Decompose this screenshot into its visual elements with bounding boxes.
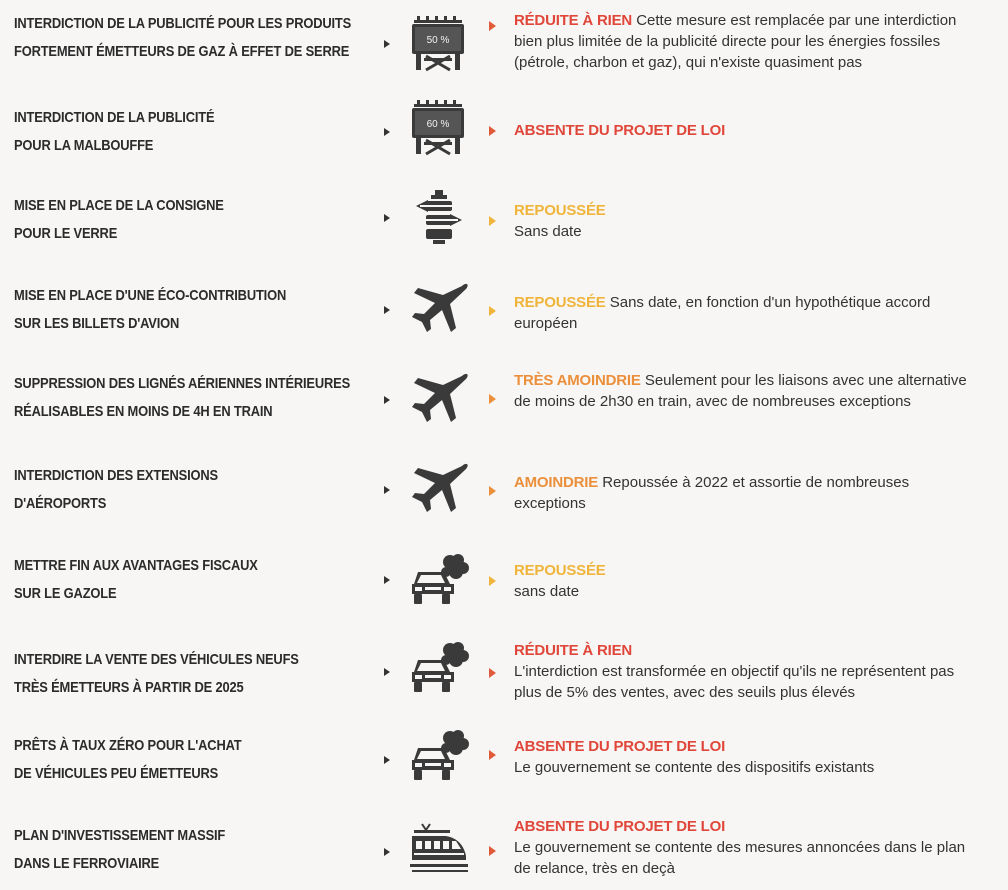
measure-title: MISE EN PLACE DE LA CONSIGNE POUR LE VERRE [14,197,224,242]
polluting-car-icon [406,550,472,608]
status-description: Le gouvernement se contente des mesures annoncées dans le plan de relance, très en deçà [514,839,966,877]
measure-title: INTERDICTION DE LA PUBLICITÉ POUR LA MALBOUFFE [14,109,215,154]
row-arrow [384,306,390,314]
row-arrow [384,214,390,222]
row-arrow [384,756,390,764]
billboard-text: 50 % [426,35,450,46]
measure-title: PLAN D'INVESTISSEMENT MASSIF DANS LE FERROVIAIRE [14,827,226,872]
measure-title: MISE EN PLACE D'UNE ÉCO-CONTRIBUTION SUR LES BILLETS D'AVION [14,287,287,332]
status-arrow [489,576,496,586]
measure-title: SUPPRESSION DES LIGNÉS AÉRIENNES INTÉRIEURES RÉALISABLES EN MOINS DE 4H EN TRAIN [14,375,351,420]
row-arrow [384,40,390,48]
row-arrow [384,848,390,856]
recycling-arrows-icon [406,188,472,246]
status-arrow [489,216,496,226]
row-arrow [384,128,390,136]
status-description: Repoussée à 2022 et assortie de nombreuses exceptions [514,474,910,512]
status-block [514,736,984,778]
polluting-car-icon [406,726,472,784]
measure-title: INTERDICTION DE LA PUBLICITÉ POUR LES PRODUITS FORTEMENT ÉMETTEURS DE GAZ À EFFET DE SERRE [14,15,352,60]
status-block [514,120,984,141]
status-arrow [489,668,496,678]
status-description: Sans date [514,223,582,240]
row-arrow [384,486,390,494]
airplane-icon [406,280,472,338]
status-block [514,370,984,412]
measure-row [0,732,1008,794]
status-tag: AMOINDRIE [514,474,599,491]
status-arrow [489,306,496,316]
status-tag: TRÈS AMOINDRIE [514,372,641,389]
billboard-text: 60 % [426,119,450,130]
status-block [514,560,984,602]
measure-row [0,640,1008,706]
status-block [514,816,984,879]
measure-title: INTERDICTION DES EXTENSIONS D'AÉROPORTS [14,467,218,512]
status-tag: ABSENTE DU PROJET DE LOI [514,738,726,755]
status-arrow [489,486,496,496]
status-arrow [489,21,496,31]
row-arrow [384,668,390,676]
status-description: L'interdiction est transformée en objectif qu'ils ne représentent pas plus de 5% des ventes, avec des seuils plus élevés [514,663,955,701]
row-arrow [384,576,390,584]
airplane-icon [406,460,472,518]
status-arrow [489,750,496,760]
status-block [514,472,984,514]
measure-title: METTRE FIN AUX AVANTAGES FISCAUX SUR LE GAZOLE [14,557,258,602]
status-block [514,10,984,73]
airplane-icon [406,370,472,428]
measure-row [0,820,1008,886]
measure-row [0,104,1008,166]
measure-row [0,370,1008,440]
status-tag: ABSENTE DU PROJET DE LOI [514,122,726,139]
measure-title: PRÊTS À TAUX ZÉRO POUR L'ACHAT DE VÉHICULES PEU ÉMETTEURS [14,737,242,782]
status-block [514,292,984,334]
status-tag: ABSENTE DU PROJET DE LOI [514,818,726,835]
polluting-car-icon [406,638,472,696]
status-arrow [489,126,496,136]
measure-row [0,10,1008,80]
status-tag: REPOUSSÉE [514,202,606,219]
billboard-icon [406,98,472,156]
billboard-icon [406,14,472,72]
status-description: sans date [514,583,580,600]
status-description: Sans date, en fonction d'un hypothétique accord européen [514,294,931,332]
status-arrow [489,394,496,404]
status-description: Le gouvernement se contente des dispositifs existants [514,759,875,776]
measure-row [0,192,1008,254]
status-arrow [489,846,496,856]
measure-row [0,552,1008,614]
measure-row [0,462,1008,524]
status-description: Seulement pour les liaisons avec une alternative de moins de 2h30 en train, avec de nombreuses exceptions [514,372,967,410]
row-arrow [384,396,390,404]
status-tag: REPOUSSÉE [514,294,606,311]
measure-row [0,282,1008,344]
status-block [514,200,984,242]
status-tag: REPOUSSÉE [514,562,606,579]
status-description: Cette mesure est remplacée par une interdiction bien plus limitée de la publicité directe pour les énergies fossiles (pétrole, charbon et gaz), qui n'existe quasiment pas [514,12,957,71]
measure-title: INTERDIRE LA VENTE DES VÉHICULES NEUFS TRÈS ÉMETTEURS À PARTIR DE 2025 [14,651,299,696]
status-tag: RÉDUITE À RIEN [514,12,633,29]
status-tag: RÉDUITE À RIEN [514,642,633,659]
train-icon [406,820,472,878]
status-block [514,640,984,703]
